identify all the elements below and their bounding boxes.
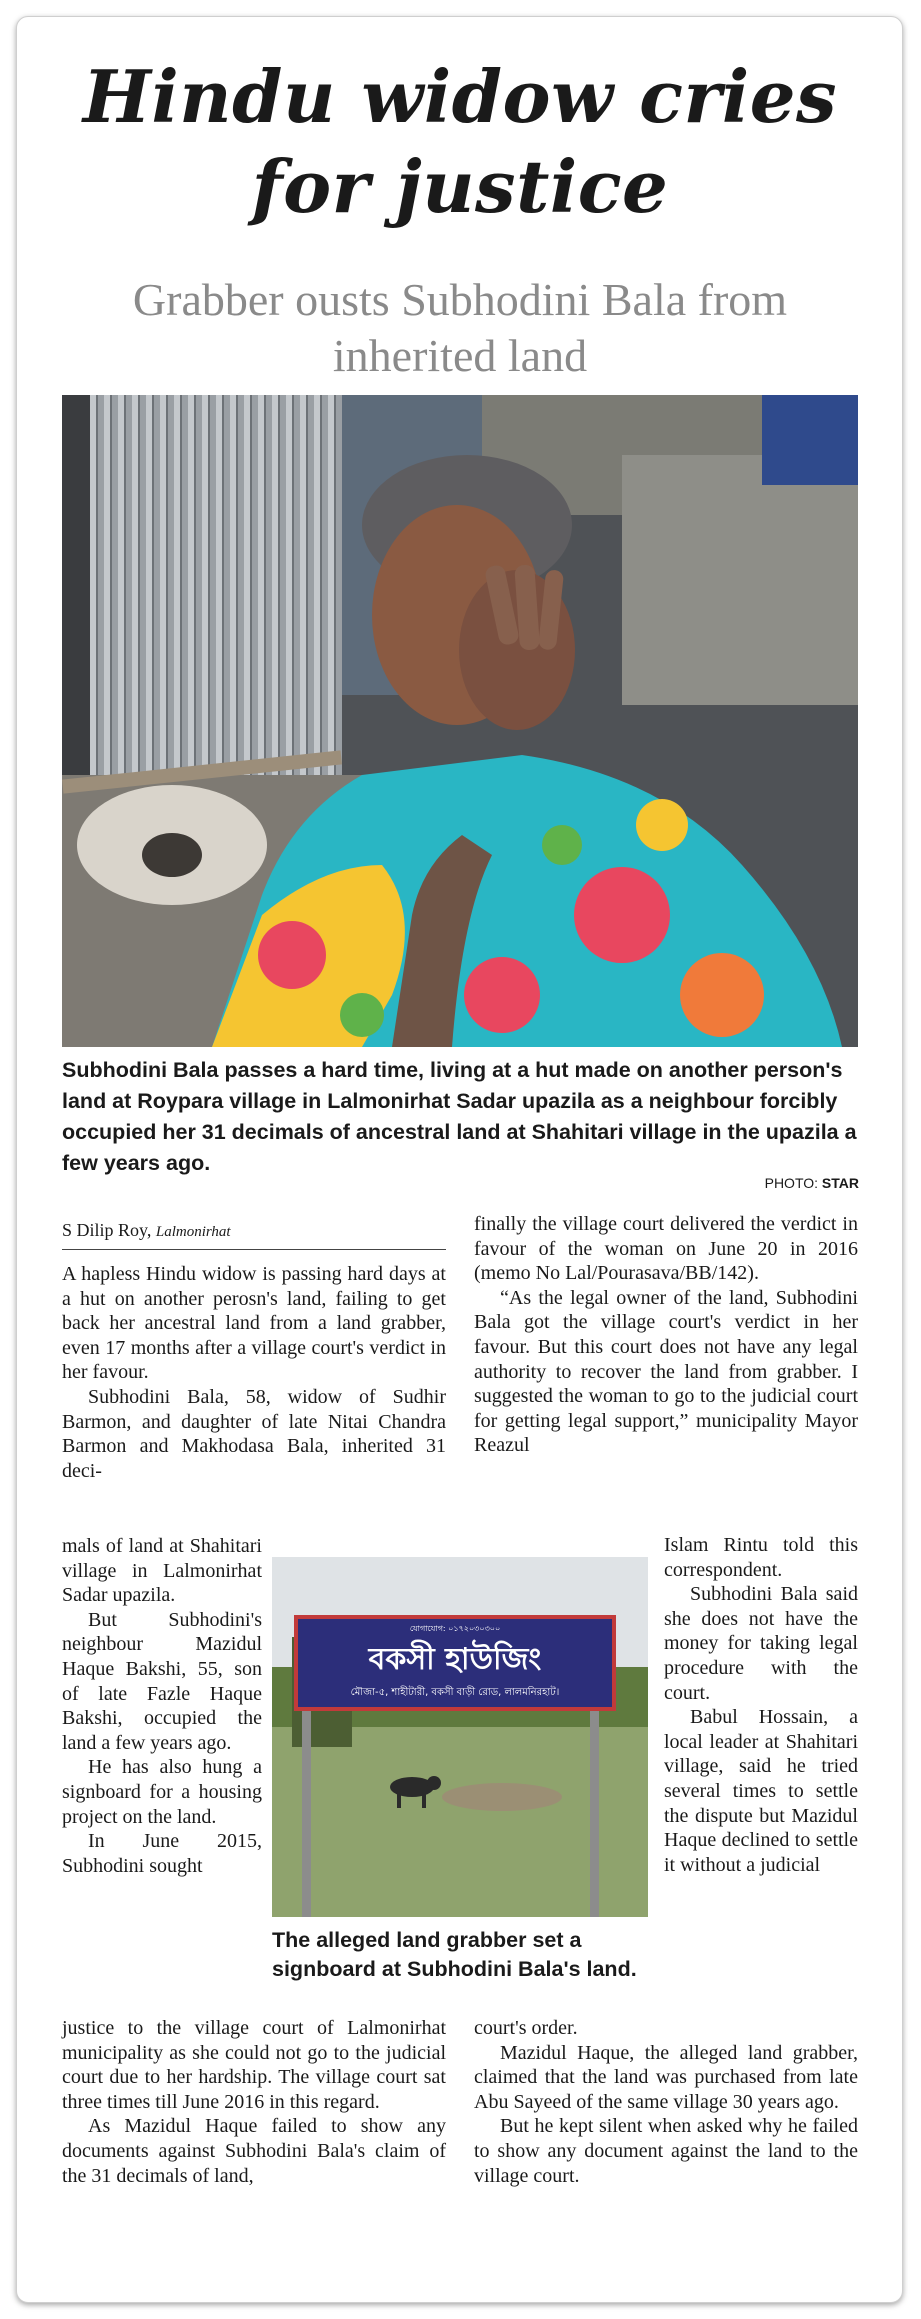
photo-credit-label: PHOTO: [764, 1175, 819, 1191]
inset-photo [272, 1557, 648, 1917]
column-1-bottom [62, 2016, 446, 2188]
paragraph-12: But he kept silent when asked why he failed to show any document against the land to the village court. [474, 2115, 858, 2187]
paragraph-2: Subhodini Bala, 58, widow of Sudhir Barmon, and daughter of late Nitai Chandra Barmon and Makhodasa Bala, inherited 31 deci- [62, 1385, 446, 1482]
byline [62, 1220, 446, 1250]
column-2-narrow [664, 1533, 858, 1877]
paragraph-11: Mazidul Haque, the alleged land grabber, claimed that the land was purchased from late Abu Sayeed of the same village 30 years ago. [474, 2041, 858, 2113]
sign-address-text: মৌজা-৫, শাহীটারী, বকসী বাড়ী রোড, লালমনিরহাট। [350, 1687, 560, 1698]
paragraph-5: In June 2015, Subhodini sought [62, 1830, 262, 1877]
byline-location: Lalmonirhat [155, 1224, 231, 1240]
paragraph-2-continued: mals of land at Shahitari village in Lalmonirhat Sadar upazila. [62, 1535, 262, 1607]
column-2-top [474, 1212, 858, 1458]
main-photo-caption: Subhodini Bala passes a hard time, living at a hut made on another person's land at Roypara village in Lalmonirhat Sadar upazila as a neighbour forcibly occupied her 31 decimals of ancestral land at Shahitari village in the upazila a few years ago. [62, 1058, 857, 1175]
paragraph-8-continued: Islam Rintu told this correspondent. [664, 1534, 858, 1581]
paragraph-6: As Mazidul Haque failed to show any documents against Subhodini Bala's claim of the 31 decimals of land, [62, 2115, 446, 2187]
column-1-top [62, 1262, 446, 1483]
paragraph-3: But Subhodini's neighbour Mazidul Haque Bakshi, 55, son of late Fazle Haque Bakshi, occupied the land a few years ago. [62, 1608, 262, 1754]
photo-credit [765, 1175, 859, 1191]
sign-main-text: বকসী হাউজিং [368, 1642, 542, 1677]
subheadline: Grabber ousts Subhodini Bala from inherited land [132, 274, 788, 381]
photo-credit-source: STAR [821, 1175, 859, 1191]
sign-contact-text: যোগাযোগ: ০১৭২০৩০৩০০ [409, 1624, 501, 1633]
paragraph-10-continued: court's order. [474, 2017, 578, 2039]
paragraph-9: Subhodini Bala said she does not have the money for taking legal procedure with the court. [664, 1583, 858, 1704]
paragraph-10: Babul Hossain, a local leader at Shahitari village, said he tried several times to settle the dispute but Mazidul Haque declined to settle it without a judicial [664, 1706, 858, 1876]
headline: Hindu widow cries for justice [82, 54, 838, 229]
main-photo [62, 395, 858, 1047]
paragraph-4: He has also hung a signboard for a housing project on the land. [62, 1756, 262, 1828]
paragraph-5-continued: justice to the village court of Lalmonirhat municipality as she could not go to the judicial court due to her hardship. The village court sat three times till June 2016 in this regard. [62, 2017, 446, 2113]
paragraph-7: finally the village court delivered the verdict in favour of the woman on June 20 in 2016 (memo No Lal/Pourasava/BB/142). [474, 1213, 858, 1285]
column-1-narrow [62, 1534, 262, 1878]
paragraph-8: “As the legal owner of the land, Subhodini Bala got the village court's verdict in her favour. But this court does not have any legal authority to recover the land from grabber. I suggested the woman to go to the judicial court for getting legal support,” municipality Mayor Reazul [474, 1286, 858, 1457]
byline-author: S Dilip Roy, [62, 1220, 152, 1240]
inset-photo-caption: The alleged land grabber set a signboard at Subhodini Bala's land. [272, 1928, 637, 1981]
paragraph-1: A hapless Hindu widow is passing hard days at a hut on another perosn's land, failing to get back her ancestral land from a land grabber, even 17 months after a village court's verdict in her favour. [62, 1263, 446, 1384]
column-2-bottom [474, 2016, 858, 2188]
